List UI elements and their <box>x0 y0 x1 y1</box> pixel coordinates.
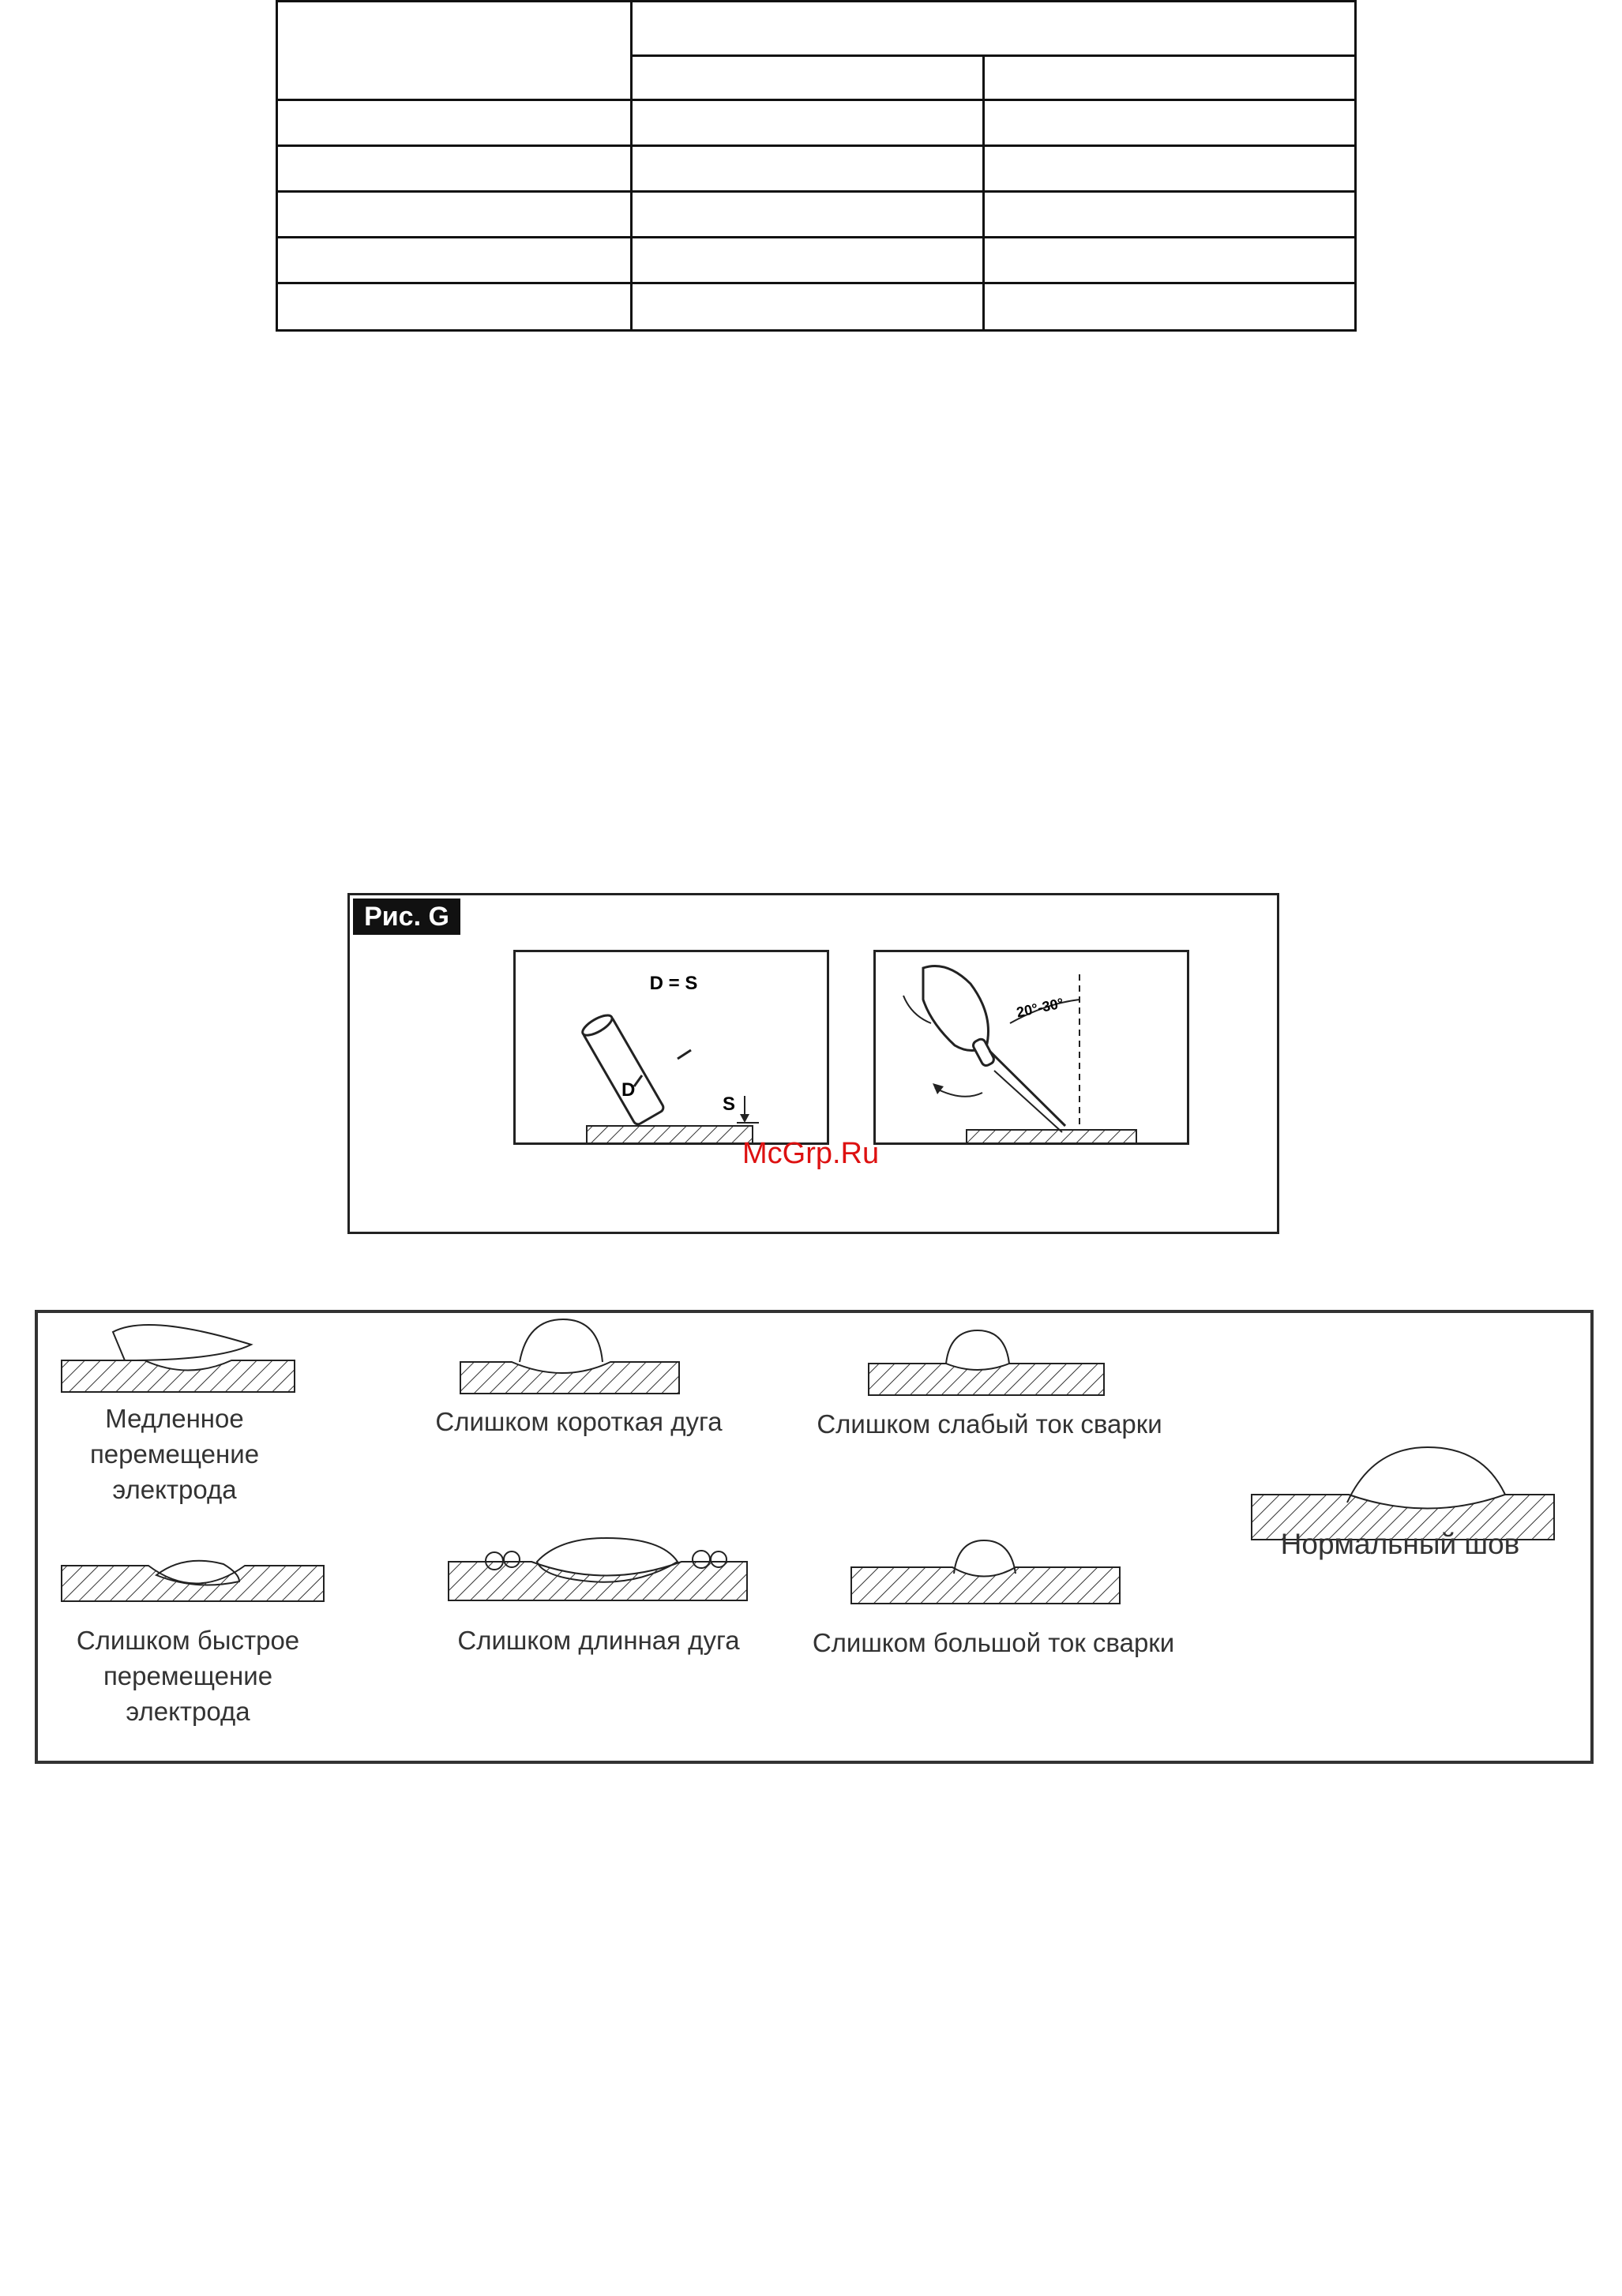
electrode-angle-illustration <box>876 952 1187 1142</box>
seam-fast-movement <box>62 1561 324 1601</box>
electrode-diameter-panel <box>513 950 829 1145</box>
table-header-cell <box>632 2 1356 56</box>
caption-high-current: Слишком большой ток сварки <box>812 1628 1175 1657</box>
caption-short-arc: Слишком короткая дуга <box>435 1407 723 1436</box>
caption-slow-movement: Медленное перемещение электрода <box>89 1404 260 1504</box>
caption-long-arc: Слишком длинная дуга <box>457 1626 740 1655</box>
seam-high-current <box>851 1540 1120 1604</box>
seam-long-arc <box>449 1538 747 1600</box>
electrode-diameter-illustration <box>516 952 827 1142</box>
figure-label: Рис. G <box>353 899 460 935</box>
caption-normal-seam: Нормальный шов <box>1280 1528 1520 1560</box>
formula-text: D = S <box>649 973 698 994</box>
figure-g <box>347 893 1279 1234</box>
electrode-angle-panel <box>873 950 1189 1145</box>
hand-shape <box>923 966 989 1051</box>
table-subheader-cell <box>632 56 984 100</box>
table-row <box>277 283 1356 331</box>
table-row <box>277 100 1356 146</box>
table-row <box>277 146 1356 192</box>
d-label: D <box>621 1079 636 1101</box>
plate-shape <box>967 1130 1136 1142</box>
table-row <box>277 192 1356 238</box>
seam-weak-current <box>869 1330 1104 1395</box>
weld-seam-figure <box>35 1310 1594 1764</box>
angle-label: 20°-30° <box>1015 995 1065 1021</box>
table-header-cell <box>277 2 632 100</box>
seam-short-arc <box>460 1319 679 1394</box>
specs-table <box>276 0 1357 332</box>
table-subheader-cell <box>984 56 1356 100</box>
caption-fast-movement: Слишком быстрое перемещение электрода <box>76 1626 300 1726</box>
electrode-shape <box>580 1011 665 1126</box>
caption-weak-current: Слишком слабый ток сварки <box>817 1409 1162 1439</box>
plate-shape <box>587 1126 753 1142</box>
seam-slow-movement <box>62 1325 295 1392</box>
table-row <box>277 238 1356 283</box>
s-label: S <box>723 1094 736 1115</box>
watermark-text: McGrp.Ru <box>742 1137 880 1170</box>
